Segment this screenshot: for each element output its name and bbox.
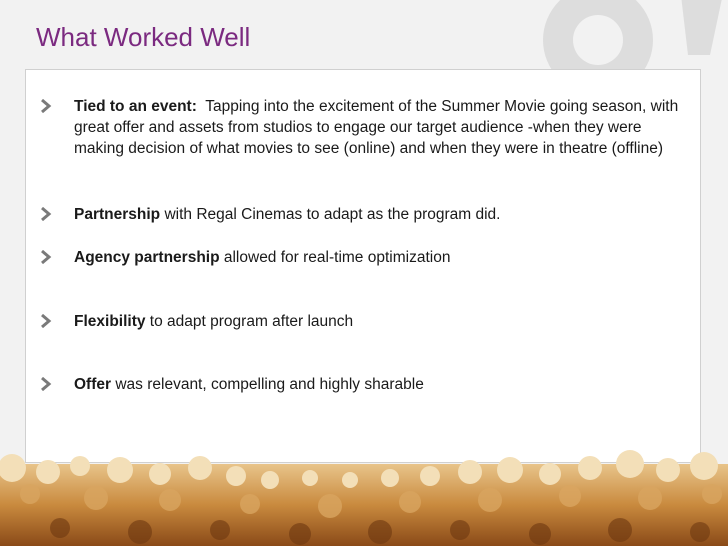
bullet-text <box>74 247 684 268</box>
bullet-item <box>40 311 690 332</box>
bullet-bold: Partnership <box>74 206 161 223</box>
bullet-text <box>74 96 684 159</box>
bullet-body: Tapping into the excitement of the Summer Movie going season, with great offer and assets from studios to engage our target audience -when they were making decision of what movies to see (online) and when they were in theatre (offline) <box>74 98 683 157</box>
chevron-right-icon <box>40 377 52 391</box>
bullet-text <box>74 311 684 332</box>
bullet-item <box>40 374 690 395</box>
bullet-body: to adapt program after launch <box>145 313 354 330</box>
bullet-item <box>40 247 690 268</box>
bullet-body: allowed for real-time optimization <box>219 249 451 266</box>
bullet-text <box>74 204 684 225</box>
bullet-bold: Tied to an event: <box>74 98 197 115</box>
bullet-bold: Agency partnership <box>74 249 220 266</box>
bullet-bold: Offer <box>74 376 112 393</box>
bullet-text <box>74 374 684 395</box>
chevron-right-icon <box>40 99 52 113</box>
bullet-body: with Regal Cinemas to adapt as the program did. <box>160 206 501 223</box>
bullet-body: was relevant, compelling and highly sharable <box>111 376 424 393</box>
chevron-right-icon <box>40 207 52 221</box>
chevron-right-icon <box>40 250 52 264</box>
popcorn-image <box>0 450 728 546</box>
content-box <box>25 69 701 463</box>
slide-title: What Worked Well <box>36 22 251 52</box>
bullet-item <box>40 96 690 159</box>
bullet-bold: Flexibility <box>74 313 146 330</box>
bullet-item <box>40 204 690 225</box>
chevron-right-icon <box>40 314 52 328</box>
